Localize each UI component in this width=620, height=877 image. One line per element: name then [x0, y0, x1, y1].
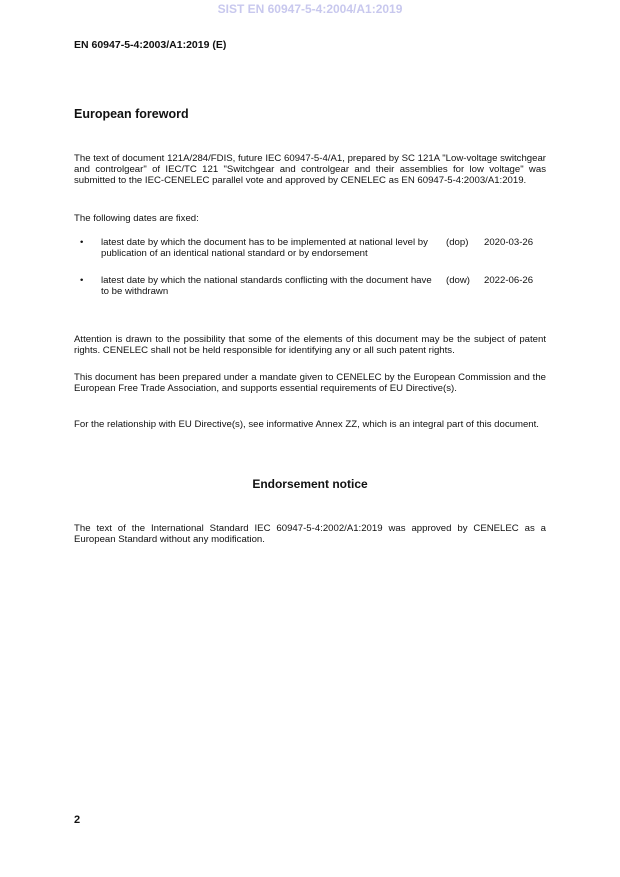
date-description: latest date by which the document has to be implemented at national level by publication of an identical national standard or by endorsement	[101, 237, 428, 259]
page-number: 2	[74, 814, 81, 826]
date-description: latest date by which the national standards conflicting with the document have to be withdrawn	[101, 275, 432, 297]
endorsement-text: The text of the International Standard IEC 60947-5-4:2002/A1:2019 was approved by CENELEC as a European Standard without any modification.	[74, 523, 546, 545]
foreword-paragraph-2: Attention is drawn to the possibility that some of the elements of this document may be the subject of patent rights. CENELEC shall not be held responsible for identifying any or all such patent rights.	[74, 334, 546, 356]
section-title-foreword: European foreword	[74, 107, 189, 121]
dates-intro: The following dates are fixed:	[74, 213, 199, 224]
date-code: (dow)	[446, 275, 470, 286]
bullet: •	[80, 237, 84, 248]
foreword-paragraph-1: The text of document 121A/284/FDIS, future IEC 60947-5-4/A1, prepared by SC 121A "Low-voltage switchgear and controlgear" of IEC/TC 121 "Switchgear and controlgear and their assemblies for low voltage" was submitted to the IEC-CENELEC parallel vote and approved by CENELEC as EN 60947-5-4:2003/A1:2019.	[74, 153, 546, 186]
section-title-endorsement: Endorsement notice	[252, 477, 368, 491]
date-value: 2020-03-26	[484, 237, 534, 248]
bullet: •	[80, 275, 84, 286]
foreword-paragraph-4: For the relationship with EU Directive(s), see informative Annex ZZ, which is an integral part of this document.	[74, 419, 539, 430]
watermark: SIST EN 60947-5-4:2004/A1:2019	[217, 2, 403, 16]
document-header: EN 60947-5-4:2003/A1:2019 (E)	[74, 39, 227, 51]
foreword-paragraph-3: This document has been prepared under a mandate given to CENELEC by the European Commission and the European Free Trade Association, and supports essential requirements of EU Directive(s).	[74, 372, 546, 394]
date-code: (dop)	[446, 237, 469, 248]
date-value: 2022-06-26	[484, 275, 534, 286]
